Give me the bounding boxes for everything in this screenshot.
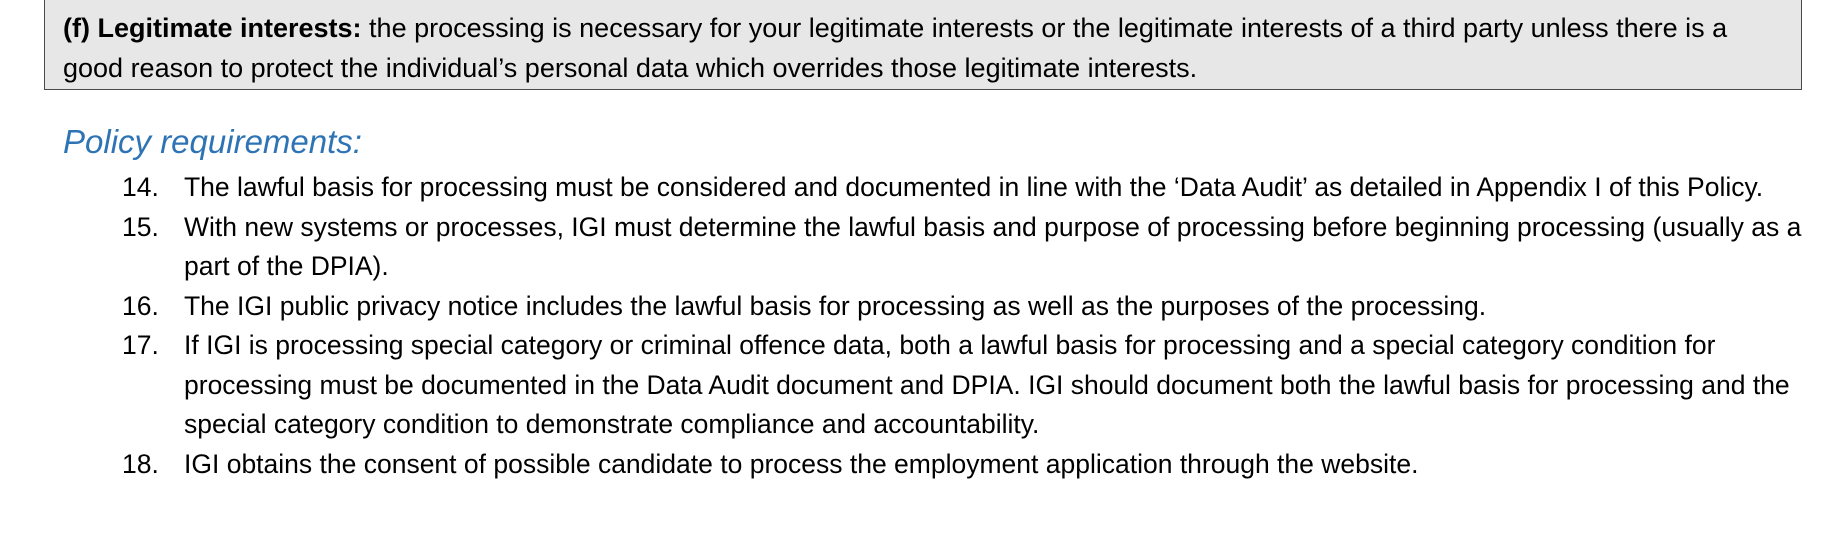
callout-text: the processing is necessary for your legitimate interests or the legitimate interests of a third party unless there is a good reason to protect the individual’s personal data which overrides those legitimate interests. [63,13,1728,83]
requirement-text: IGI obtains the consent of possible candidate to process the employment application through the website. [184,448,1419,479]
requirement-item [0,445,1828,485]
requirement-text: The lawful basis for processing must be considered and documented in line with the ‘Data Audit’ as detailed in Appendix I of this Policy. [184,172,1764,202]
requirement-item [0,287,1828,327]
requirement-text: With new systems or processes, IGI must determine the lawful basis and purpose of processing before beginning processing (usually as a part of the DPIA). [184,211,1802,281]
policy-requirements-list [0,168,1828,484]
requirement-number: 14. [122,172,159,202]
requirement-number: 18. [122,448,159,479]
legitimate-interests-callout [44,0,1802,90]
requirement-item [0,168,1828,208]
callout-term: (f) Legitimate interests: [63,13,362,43]
requirement-number: 16. [122,290,159,321]
requirement-item [0,326,1828,445]
policy-requirements-heading: Policy requirements: [63,123,362,160]
requirement-item [0,208,1828,287]
requirement-number: 15. [122,211,159,242]
requirement-text: The IGI public privacy notice includes the lawful basis for processing as well as the purposes of the processing. [184,290,1487,321]
requirement-text: If IGI is processing special category or criminal offence data, both a lawful basis for processing and a special category condition for processing must be documented in the Data Audit document and DPIA. IGI should document both the lawful basis for processing and the special category condition to demonstrate compliance and accountability. [184,330,1790,439]
requirement-number: 17. [122,330,159,360]
